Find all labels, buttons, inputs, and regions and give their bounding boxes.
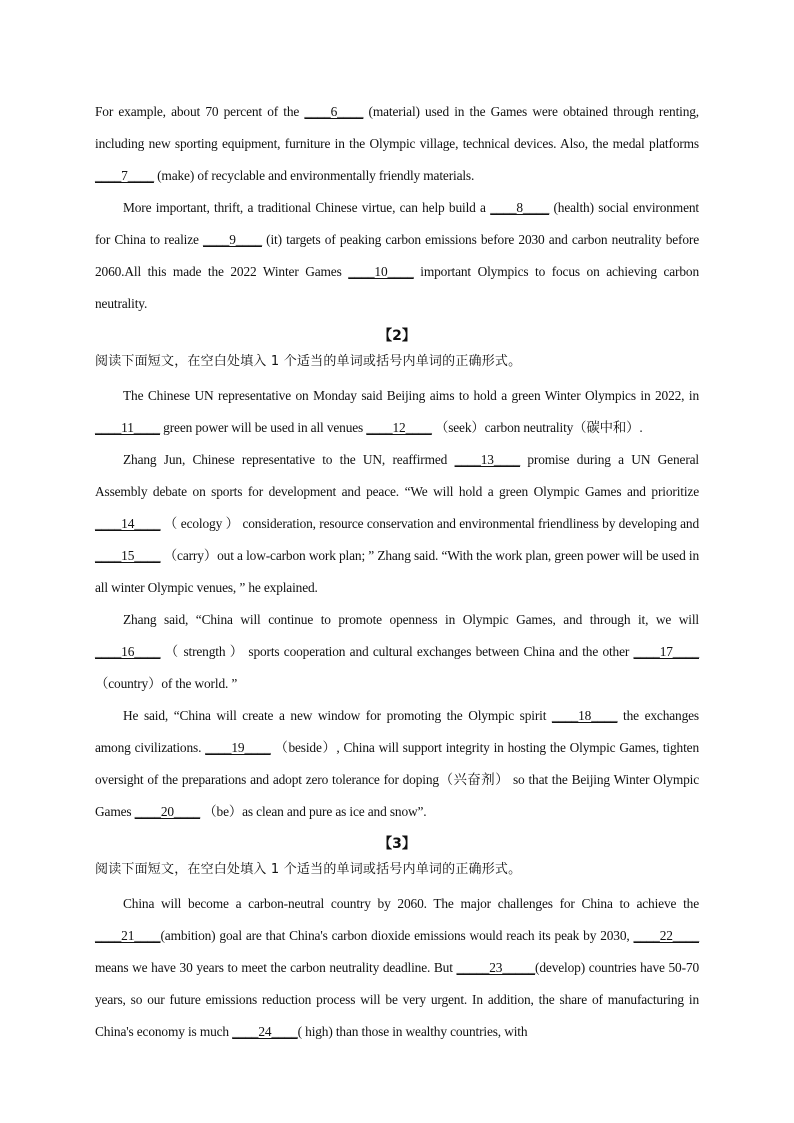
blank-23: _____23_____ <box>456 960 536 975</box>
text: (ambition) goal are that China's carbon dioxide emissions would reach its peak by 2030, <box>160 928 634 943</box>
text: promise during a UN General Assembly debate on sports for development and peace. “We will hold a green Olympic Games and prioritize <box>95 452 699 499</box>
text: green power will be used in all venues <box>159 420 367 435</box>
blank-10: ____10____ <box>348 264 414 279</box>
text: means we have 30 years to meet the carbon neutrality deadline. But <box>95 960 457 975</box>
blank-18: ____18____ <box>551 708 618 723</box>
blank-15: ____15____ <box>95 548 161 563</box>
paragraph <box>95 700 699 828</box>
text: He said, “China will create a new window for promoting the Olympic spirit <box>123 708 552 723</box>
section-instruction: 阅读下面短文，在空白处填入 1 个适当的单词或括号内单词的正确形式。 <box>95 862 522 877</box>
document-page <box>95 96 699 1048</box>
text: More important, thrift, a traditional Chinese virtue, can help build a <box>123 200 491 215</box>
text: important Olympics to focus on achieving carbon neutrality. <box>95 264 700 311</box>
blank-9: ____9____ <box>203 232 262 247</box>
section-instruction: 阅读下面短文，在空白处填入 1 个适当的单词或括号内单词的正确形式。 <box>95 354 522 369</box>
section-heading-3: 【3】 <box>378 836 416 852</box>
text: (develop) countries have 50-70 years, so our future emissions reduction process will be very urgent. In addition, the share of manufacturing in China's economy is much <box>95 960 700 1039</box>
text: For example, about 70 percent of the <box>95 104 305 119</box>
paragraph <box>95 604 699 700</box>
text: Zhang Jun, Chinese representative to the UN, reaffirmed <box>123 452 455 467</box>
section-heading-2: 【2】 <box>378 328 416 344</box>
blank-8: ____8____ <box>490 200 550 215</box>
blank-13: ____13____ <box>454 452 521 467</box>
text: （country）of the world. ” <box>95 676 238 691</box>
blank-6: ____6____ <box>304 104 364 119</box>
blank-24: ____24____ <box>232 1024 298 1039</box>
text: （ strength ） sports cooperation and cultural exchanges between China and the other <box>160 644 634 659</box>
blank-7: ____7____ <box>95 168 154 183</box>
text: （seek）carbon neutrality（碳中和）. <box>431 420 643 435</box>
text: （be）as clean and pure as ice and snow”. <box>200 804 427 819</box>
paragraph <box>95 380 699 444</box>
blank-17: ____17____ <box>633 644 699 659</box>
text: （ ecology ） consideration, resource conservation and environmental friendliness by developing and <box>160 516 699 531</box>
text: （beside）, China will support integrity in hosting the Olympic Games, tighten oversight of the preparations and adopt zero tolerance for doping（兴奋剂） so that the Beijing Winter Olympic Games <box>95 740 700 819</box>
text: (it) targets of peaking carbon emissions before 2030 and carbon neutrality before 2060.All this made the 2022 Winter Games <box>95 232 699 279</box>
text: (make) of recyclable and environmentally friendly materials. <box>153 168 475 183</box>
blank-20: ____20____ <box>134 804 201 819</box>
blank-22: ____22____ <box>633 928 699 943</box>
text: the exchanges among civilizations. <box>95 708 699 755</box>
blank-21: ____21____ <box>95 928 161 943</box>
paragraph <box>95 444 699 604</box>
text: （carry）out a low-carbon work plan; ” Zhang said. “With the work plan, green power will be used in all winter Olympic venues, ” he explained. <box>95 548 699 595</box>
text: (health) social environment for China to realize <box>95 200 699 247</box>
paragraph <box>95 96 699 192</box>
blank-11: ____11____ <box>95 420 160 435</box>
paragraph <box>95 888 699 1048</box>
text: (material) used in the Games were obtained through renting, including new sporting equipment, furniture in the Olympic village, technical devices. Also, the medal platforms <box>95 104 699 151</box>
blank-16: ____16____ <box>95 644 161 659</box>
blank-14: ____14____ <box>95 516 161 531</box>
paragraph <box>95 192 699 320</box>
text: Zhang said, “China will continue to promote openness in Olympic Games, and through it, we will <box>123 612 699 627</box>
blank-12: ____12____ <box>366 420 432 435</box>
text: The Chinese UN representative on Monday said Beijing aims to hold a green Winter Olympics in 2022, in <box>123 388 699 403</box>
blank-19: ____19____ <box>205 740 271 755</box>
text: China will become a carbon-neutral country by 2060. The major challenges for China to achieve the <box>123 896 699 911</box>
text: ( high) than those in wealthy countries, with <box>297 1024 528 1039</box>
